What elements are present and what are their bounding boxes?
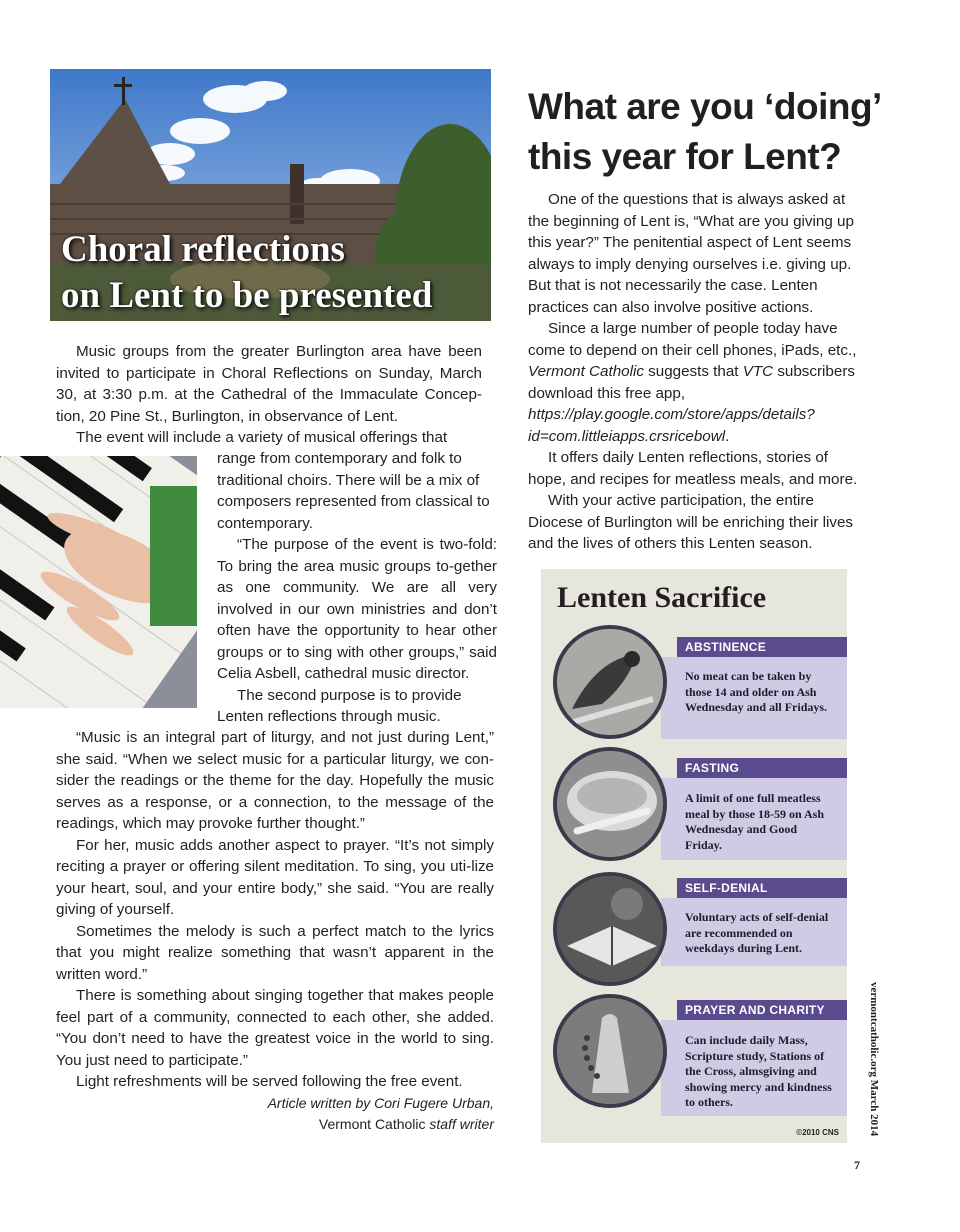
wrapped-column (217, 448, 497, 728)
bowl-spoon-icon (553, 747, 667, 861)
infographic-title: Lenten Sacrifice (557, 581, 767, 614)
paragraph: One of the questions that is always asked at the beginning of Lent is, “What are you giving up this year?” The penitential aspect of Lent seems always to imply denying ourselves i.e. giving up. But that is not necessarily the case. Lenten practices can also involve positive actions. (528, 191, 854, 316)
section-heading-prayer-charity: PRAYER AND CHARITY (677, 1000, 847, 1020)
paragraph: The event will include a variety of musical offerings that (76, 429, 448, 446)
publication-name: Vermont Catholic (528, 363, 644, 380)
title-line-1: What are you ‘doing’ (528, 86, 882, 127)
lenten-sacrifice-infographic (541, 569, 847, 1143)
article-continued (56, 727, 494, 1136)
paragraph: With your active participation, the entire Diocese of Burlington will be enriching their lives and the lives of others this Lenten season. (528, 492, 854, 552)
praying-hands-rosary-icon (553, 994, 667, 1108)
app-link[interactable]: https://play.google.com/store/apps/details?id=com.littleiapps.crsricebowl (528, 406, 815, 445)
article-headline (61, 227, 432, 319)
byline-role (56, 1114, 494, 1136)
text-run: subscribers download this free app, (528, 363, 855, 402)
piano-photo (0, 456, 197, 708)
article-intro (56, 341, 482, 449)
paragraph: Sometimes the melody is such a perfect match to the lyrics that you might realize something that wasn’t apparent in the written word.” (56, 922, 494, 983)
paragraph: Light refreshments will be served following the free event. (76, 1073, 463, 1090)
right-article-body (528, 189, 863, 555)
byline-org: Vermont Catholic (318, 1116, 426, 1132)
section-heading-abstinence: ABSTINENCE (677, 637, 847, 657)
article-title (528, 82, 888, 182)
bird-icon (553, 625, 667, 739)
title-line-2: this year for Lent? (528, 136, 842, 177)
headline-line-2: on Lent to be presented (61, 275, 433, 316)
byline-author-text: Article written by Cori Fugere Urban, (267, 1094, 494, 1111)
paragraph (528, 318, 863, 447)
piano-illustration (0, 456, 197, 708)
publication-abbr: VTC (742, 363, 774, 380)
image-credit: ©2010 CNS (796, 1128, 839, 1137)
paragraph: For her, music adds another aspect to prayer. “It’s not simply reciting a prayer or offering silent meditation. To sing, you uti-lize your heart, soul, and your entire body,” she said. “You are really giving of yourself. (56, 836, 494, 918)
paragraph: The second purpose is to provide Lenten reflections through music. (217, 686, 462, 725)
side-url-date: vermontcatholic.org March 2014 (868, 982, 880, 1137)
paragraph: There is something about singing together that makes people feel part of a community, connected to each other, she added. “You don’t need to have the greatest voice in the world to sing. You just need to participate.” (56, 987, 494, 1069)
paragraph: It offers daily Lenten reflections, stories of hope, and recipes for meatless meals, and more. (528, 449, 858, 488)
headline-line-1: Choral reflections (61, 229, 345, 270)
section-heading-fasting: FASTING (677, 758, 847, 778)
section-text-fasting: A limit of one full meatless meal by those 18-59 on Ash Wednesday and Good Friday. (685, 791, 825, 852)
section-text-abstinence: No meat can be taken by those 14 and older on Ash Wednesday and all Fridays. (685, 669, 828, 714)
paragraph: Music groups from the greater Burlington area have been invited to participate in Choral Reflections on Sunday, March 30, at 3:30 p.m. at the Cathedral of the Immaculate Concep-tion, 20 Pine St., Burlington, in observance of Lent. (56, 343, 482, 425)
text-run: Since a large number of people today have come to depend on their cell phones, iPads, etc., (528, 320, 857, 359)
paragraph: “The purpose of the event is two-fold: To bring the area music groups to-gether as one community. We are all very involved in our own ministries and don’t often have the opportunity to hear other groups or to sing with other groups,” said Celia Asbell, cathedral music director. (217, 536, 497, 682)
section-text-prayer-charity: Can include daily Mass, Scripture study, Stations of the Cross, almsgiving and showing mercy and kindness to others. (685, 1033, 832, 1109)
section-heading-self-denial: SELF-DENIAL (677, 878, 847, 898)
book-reading-icon (553, 872, 667, 986)
text-run: suggests that (643, 363, 743, 380)
byline-author (56, 1093, 494, 1115)
page-number: 7 (854, 1158, 860, 1172)
paragraph: range from contemporary and folk to traditional choirs. There will be a mix of composers represented from classical to contemporary. (217, 450, 490, 532)
byline-role-text: staff writer (429, 1116, 494, 1132)
cathedral-photo (50, 69, 491, 321)
text-run: . (725, 427, 730, 445)
paragraph: “Music is an integral part of liturgy, and not just during Lent,” she said. “When we select music for a particular liturgy, we con-sider the readings or the theme for the day. Hopefully the music serves as a response, or a connection, to the message of the readings, which may provoke further thought.” (56, 729, 494, 832)
section-text-self-denial: Voluntary acts of self-denial are recommended on weekdays during Lent. (685, 910, 829, 955)
